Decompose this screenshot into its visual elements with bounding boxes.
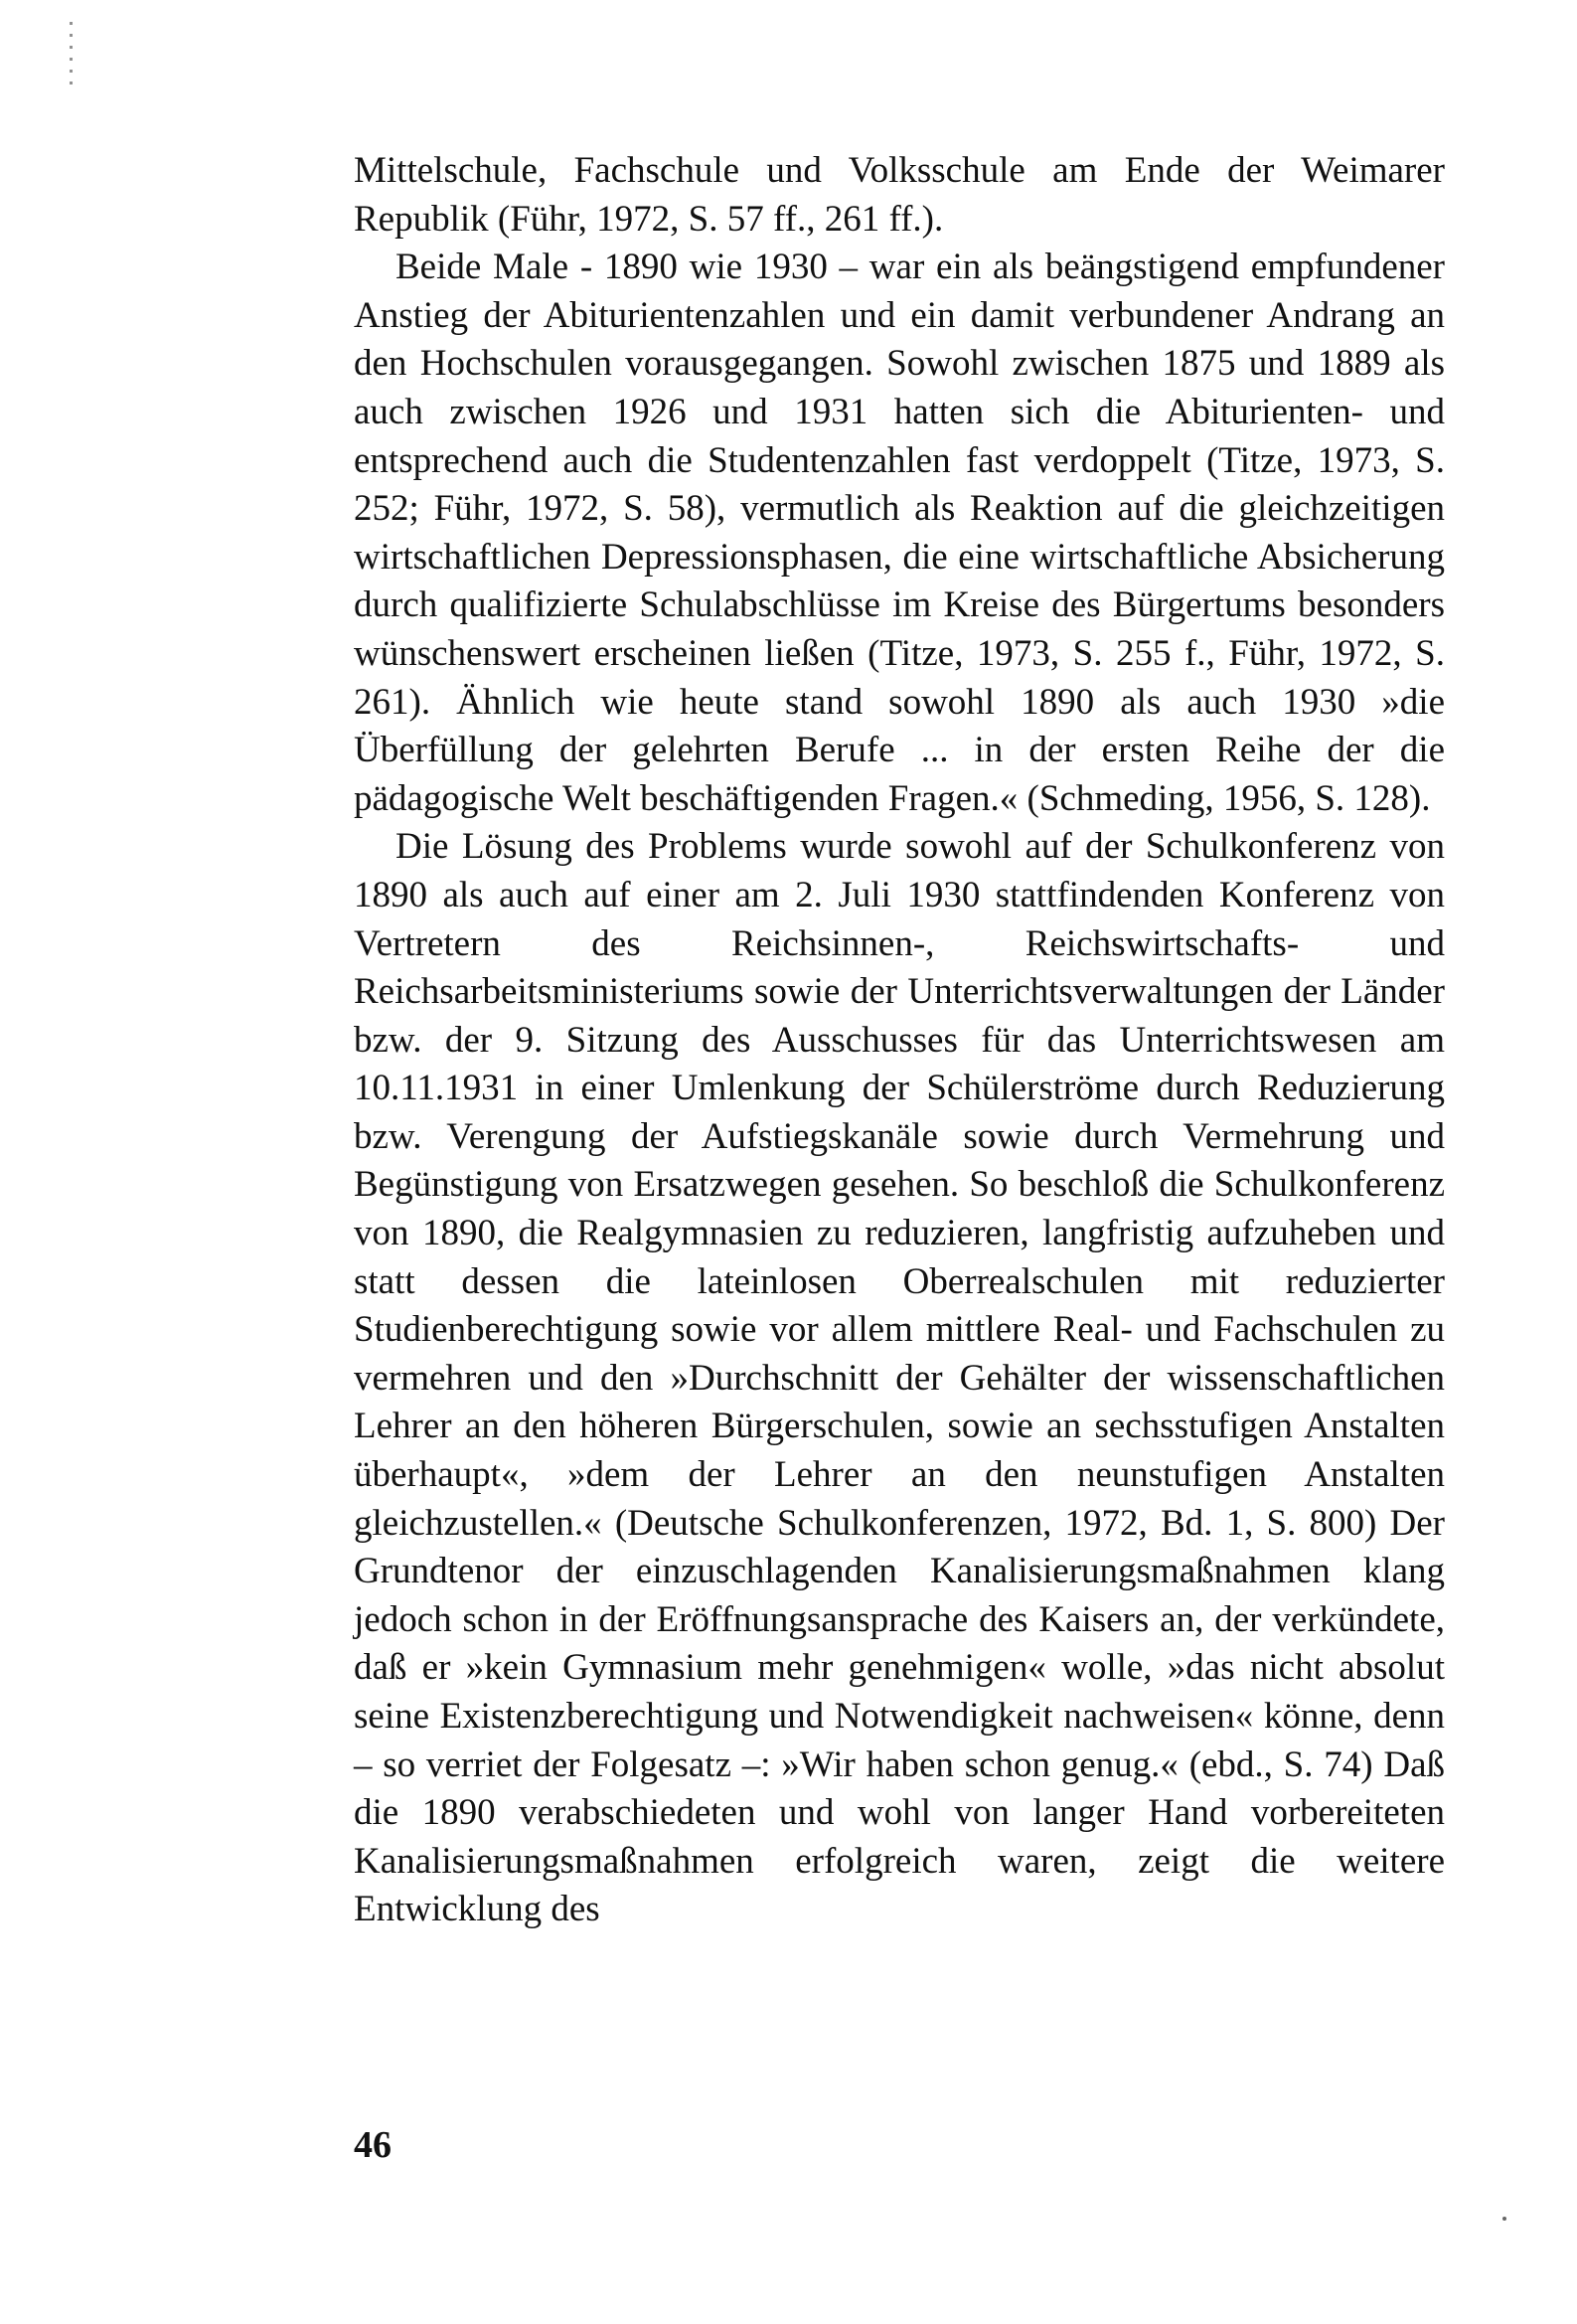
paragraph-continuation: Mittelschule, Fachschule und Volksschule am Ende der Weimarer Republik (Führ, 1972, S. 57 ff., 261 ff.).	[354, 150, 1445, 240]
paragraph-abiturienten: Beide Male - 1890 wie 1930 – war ein als beängstigend empfundener Anstieg der Abiturientenzahlen und ein damit verbundener Andrang an den Hochschulen vorausgegangen. Sowohl zwischen 1875 und 1889 als auch zwischen 1926 und 1931 hatten sich die Abiturienten- und entsprechend auch die Studentenzahlen fast verdoppelt (Titze, 1973, S. 252; Führ, 1972, S. 58), vermutlich als Reaktion auf die gleichzeitigen wirtschaftlichen Depressionsphasen, die eine wirtschaftliche Absicherung durch qualifizierte Schulabschlüsse im Kreise des Bürgertums besonders wünschenswert erscheinen ließen (Titze, 1973, S. 255 f., Führ, 1972, S. 261). Ähnlich wie heute stand sowohl 1890 als auch 1930 »die Überfüllung der gelehrten Berufe ... in der ersten Reihe der die pädagogische Welt beschäftigenden Fragen.« (Schmeding, 1956, S. 128).	[354, 247, 1445, 819]
body-text	[354, 147, 1445, 1934]
paragraph-loesung: Die Lösung des Problems wurde sowohl auf der Schulkonferenz von 1890 als auch auf einer am 2. Juli 1930 stattfindenden Konferenz von Vertretern des Reichsinnen-, Reichswirtschafts- und Reichsarbeitsministeriums sowie der Unterrichtsverwaltungen der Länder bzw. der 9. Sitzung des Ausschusses für das Unterrichtswesen am 10.11.1931 in einer Umlenkung der Schülerströme durch Reduzierung bzw. Verengung der Aufstiegskanäle sowie durch Vermehrung und Begünstigung von Ersatzwegen gesehen. So beschloß die Schulkonferenz von 1890, die Realgymnasien zu reduzieren, langfristig aufzuheben und statt dessen die lateinlosen Oberrealschulen mit reduzierter Studienberechtigung sowie vor allem mittlere Real- und Fachschulen zu vermehren und den »Durchschnitt der Gehälter der wissenschaftlichen Lehrer an den höheren Bürgerschulen, sowie an sechsstufigen Anstalten überhaupt«, »dem der Lehrer an den neunstufigen Anstalten gleichzustellen.« (Deutsche Schulkonferenzen, 1972, Bd. 1, S. 800) Der Grundtenor der einzuschlagenden Kanalisierungsmaßnahmen klang jedoch schon in der Eröffnungsansprache des Kaisers an, der verkündete, daß er »kein Gymnasium mehr genehmigen« wolle, »das nicht absolut seine Existenzberechtigung und Notwendigkeit nachweisen« könne, denn – so verriet der Folgesatz –: »Wir haben schon genug.« (ebd., S. 74) Daß die 1890 verabschiedeten und wohl von langer Hand vorbereiteten Kanalisierungsmaßnahmen erfolgreich waren, zeigt die weitere Entwicklung des	[354, 826, 1445, 1930]
scan-artifact-mark	[70, 22, 73, 91]
page-number: 46	[354, 2124, 392, 2166]
scan-artifact-dot	[1502, 2217, 1506, 2221]
